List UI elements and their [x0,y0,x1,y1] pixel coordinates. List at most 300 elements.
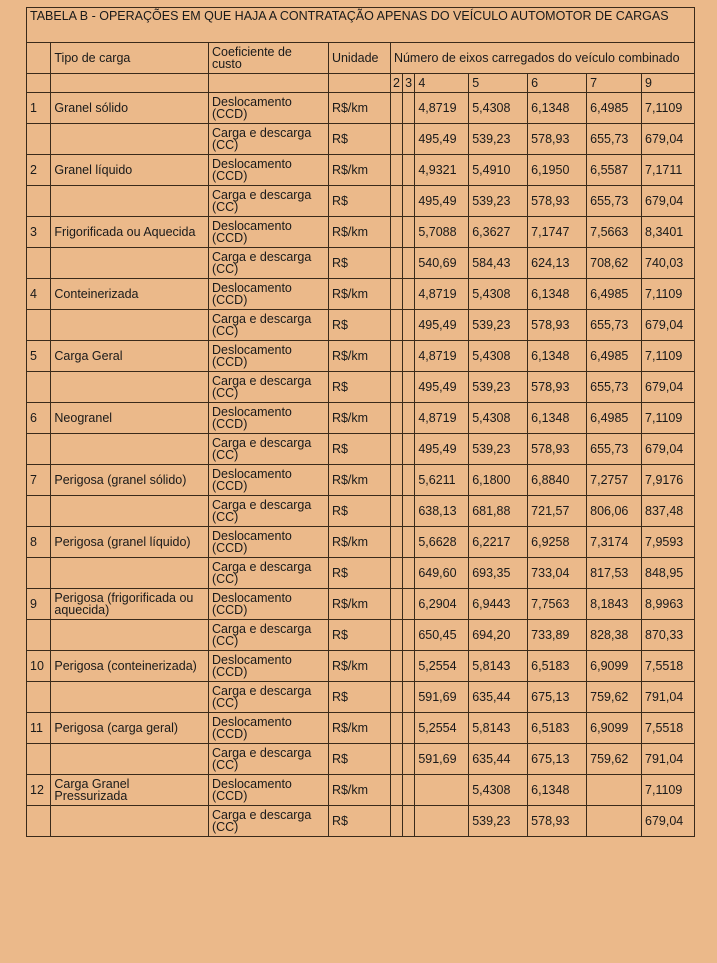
row-unidade: R$/km [328,713,390,744]
value-cell [390,465,402,496]
value-cell: 848,95 [642,558,695,589]
value-cell: 539,23 [469,434,528,465]
value-cell [390,403,402,434]
row-index [27,124,51,155]
row-unidade: R$/km [328,279,390,310]
row-coef: Carga e descarga (CC) [208,806,328,837]
value-cell: 6,9258 [528,527,587,558]
value-cell: 650,45 [415,620,469,651]
value-cell: 6,5183 [528,651,587,682]
value-cell: 5,4308 [469,403,528,434]
value-cell: 539,23 [469,310,528,341]
row-coef: Carga e descarga (CC) [208,372,328,403]
value-cell: 584,43 [469,248,528,279]
value-cell [403,775,415,806]
row-tipo [51,248,209,279]
eixo-col-4: 4 [415,74,469,93]
row-coef: Deslocamento (CCD) [208,527,328,558]
value-cell: 578,93 [528,124,587,155]
value-cell: 7,1109 [642,279,695,310]
row-tipo: Granel sólido [51,93,209,124]
row-index: 1 [27,93,51,124]
value-cell [403,527,415,558]
value-cell: 638,13 [415,496,469,527]
value-cell [390,93,402,124]
table-row [27,682,695,713]
header-unidade: Unidade [328,43,390,74]
row-index [27,744,51,775]
value-cell: 7,1109 [642,403,695,434]
value-cell [403,651,415,682]
value-cell: 5,4910 [469,155,528,186]
value-cell: 740,03 [642,248,695,279]
table-row [27,744,695,775]
row-coef: Deslocamento (CCD) [208,589,328,620]
value-cell [587,775,642,806]
row-coef: Carga e descarga (CC) [208,124,328,155]
value-cell: 495,49 [415,186,469,217]
row-index: 10 [27,651,51,682]
value-cell: 655,73 [587,124,642,155]
row-tipo: Frigorificada ou Aquecida [51,217,209,248]
value-cell: 6,4985 [587,279,642,310]
row-index: 2 [27,155,51,186]
row-coef: Carga e descarga (CC) [208,620,328,651]
row-tipo: Perigosa (granel sólido) [51,465,209,496]
row-unidade: R$/km [328,651,390,682]
subheader-empty [208,74,328,93]
value-cell: 6,1348 [528,279,587,310]
value-cell: 759,62 [587,682,642,713]
row-tipo [51,434,209,465]
value-cell [415,775,469,806]
row-unidade: R$/km [328,589,390,620]
row-tipo: Perigosa (granel líquido) [51,527,209,558]
value-cell [403,713,415,744]
row-tipo [51,806,209,837]
table-row [27,124,695,155]
row-tipo: Carga Geral [51,341,209,372]
document [26,7,695,837]
value-cell [403,744,415,775]
row-coef: Carga e descarga (CC) [208,744,328,775]
table-row [27,589,695,620]
value-cell [403,186,415,217]
table-row [27,310,695,341]
table-row [27,496,695,527]
value-cell: 733,89 [528,620,587,651]
row-tipo [51,620,209,651]
row-index: 7 [27,465,51,496]
value-cell: 635,44 [469,682,528,713]
value-cell: 7,1109 [642,93,695,124]
freight-table [26,7,695,837]
row-unidade: R$ [328,496,390,527]
row-index [27,248,51,279]
value-cell: 7,3174 [587,527,642,558]
row-tipo: Granel líquido [51,155,209,186]
row-unidade: R$ [328,744,390,775]
row-unidade: R$/km [328,775,390,806]
value-cell: 624,13 [528,248,587,279]
table-row [27,713,695,744]
row-unidade: R$ [328,682,390,713]
table-row [27,403,695,434]
value-cell: 495,49 [415,372,469,403]
value-cell: 578,93 [528,310,587,341]
header-tipo: Tipo de carga [51,43,209,74]
value-cell: 539,23 [469,372,528,403]
row-tipo [51,186,209,217]
row-coef: Carga e descarga (CC) [208,310,328,341]
value-cell: 5,6628 [415,527,469,558]
table-row [27,93,695,124]
table-row [27,775,695,806]
value-cell [403,372,415,403]
value-cell: 5,4308 [469,775,528,806]
value-cell: 6,1348 [528,341,587,372]
row-unidade: R$/km [328,403,390,434]
value-cell: 6,4985 [587,93,642,124]
row-unidade: R$ [328,434,390,465]
value-cell: 655,73 [587,372,642,403]
value-cell: 6,2217 [469,527,528,558]
value-cell: 681,88 [469,496,528,527]
row-coef: Carga e descarga (CC) [208,558,328,589]
row-coef: Carga e descarga (CC) [208,186,328,217]
value-cell: 6,1348 [528,403,587,434]
row-index: 4 [27,279,51,310]
value-cell: 6,9099 [587,651,642,682]
table-row [27,620,695,651]
row-index [27,496,51,527]
row-index [27,558,51,589]
value-cell: 655,73 [587,186,642,217]
row-unidade: R$ [328,558,390,589]
value-cell [587,806,642,837]
value-cell: 7,1109 [642,775,695,806]
value-cell: 693,35 [469,558,528,589]
value-cell: 733,04 [528,558,587,589]
value-cell: 7,9593 [642,527,695,558]
subheader-empty [51,74,209,93]
value-cell: 591,69 [415,744,469,775]
value-cell: 655,73 [587,434,642,465]
row-tipo [51,496,209,527]
value-cell: 5,2554 [415,713,469,744]
value-cell: 8,1843 [587,589,642,620]
value-cell: 679,04 [642,372,695,403]
value-cell: 6,3627 [469,217,528,248]
row-tipo [51,310,209,341]
row-unidade: R$ [328,372,390,403]
row-coef: Deslocamento (CCD) [208,217,328,248]
eixo-col-9: 9 [642,74,695,93]
value-cell: 635,44 [469,744,528,775]
value-cell: 4,8719 [415,93,469,124]
eixo-col-2: 2 [390,74,402,93]
value-cell: 7,5663 [587,217,642,248]
value-cell: 679,04 [642,124,695,155]
row-index [27,372,51,403]
value-cell: 870,33 [642,620,695,651]
value-cell [390,713,402,744]
table-row [27,434,695,465]
value-cell: 540,69 [415,248,469,279]
value-cell [403,341,415,372]
table-body [27,93,695,837]
value-cell: 7,9176 [642,465,695,496]
value-cell [403,434,415,465]
value-cell: 649,60 [415,558,469,589]
subheader-empty [328,74,390,93]
value-cell: 539,23 [469,186,528,217]
value-cell: 708,62 [587,248,642,279]
row-coef: Carga e descarga (CC) [208,496,328,527]
table-row [27,248,695,279]
table-row [27,465,695,496]
value-cell [403,124,415,155]
row-tipo [51,124,209,155]
row-tipo: Conteinerizada [51,279,209,310]
value-cell: 5,4308 [469,341,528,372]
value-cell [403,682,415,713]
value-cell: 7,5518 [642,651,695,682]
row-unidade: R$ [328,806,390,837]
value-cell: 5,8143 [469,651,528,682]
value-cell [390,124,402,155]
value-cell [415,806,469,837]
table-row [27,279,695,310]
table-row [27,806,695,837]
value-cell: 6,1348 [528,775,587,806]
row-coef: Deslocamento (CCD) [208,775,328,806]
value-cell: 837,48 [642,496,695,527]
table-row [27,217,695,248]
value-cell: 6,5183 [528,713,587,744]
eixo-col-7: 7 [587,74,642,93]
row-index: 3 [27,217,51,248]
value-cell: 6,8840 [528,465,587,496]
value-cell [390,310,402,341]
value-cell: 675,13 [528,744,587,775]
value-cell: 539,23 [469,806,528,837]
value-cell: 7,1747 [528,217,587,248]
row-tipo [51,682,209,713]
value-cell: 5,6211 [415,465,469,496]
row-index [27,310,51,341]
value-cell: 495,49 [415,310,469,341]
row-coef: Deslocamento (CCD) [208,651,328,682]
value-cell: 6,1348 [528,93,587,124]
table-row [27,527,695,558]
row-index: 12 [27,775,51,806]
row-unidade: R$ [328,124,390,155]
row-tipo: Carga Granel Pressurizada [51,775,209,806]
value-cell [403,279,415,310]
subheader-empty [27,74,51,93]
value-cell [390,527,402,558]
value-cell [390,744,402,775]
table-row [27,186,695,217]
value-cell: 6,9099 [587,713,642,744]
value-cell [403,465,415,496]
value-cell: 5,4308 [469,279,528,310]
row-index: 9 [27,589,51,620]
value-cell [390,775,402,806]
eixo-col-5: 5 [469,74,528,93]
value-cell [390,589,402,620]
value-cell [403,496,415,527]
value-cell: 8,3401 [642,217,695,248]
row-unidade: R$/km [328,527,390,558]
row-tipo: Perigosa (conteinerizada) [51,651,209,682]
value-cell: 6,4985 [587,341,642,372]
value-cell: 495,49 [415,434,469,465]
row-index: 5 [27,341,51,372]
value-cell: 6,4985 [587,403,642,434]
table-title: TABELA B - OPERAÇÕES EM QUE HAJA A CONTRATAÇÃO APENAS DO VEÍCULO AUTOMOTOR DE CARGAS [27,8,695,43]
row-unidade: R$/km [328,93,390,124]
table-row [27,155,695,186]
value-cell: 679,04 [642,310,695,341]
value-cell [390,682,402,713]
value-cell [390,341,402,372]
value-cell: 679,04 [642,186,695,217]
value-cell [390,155,402,186]
header-coef: Coeficiente de custo [208,43,328,74]
row-index: 11 [27,713,51,744]
value-cell: 8,9963 [642,589,695,620]
value-cell: 5,7088 [415,217,469,248]
value-cell: 6,1800 [469,465,528,496]
value-cell: 806,06 [587,496,642,527]
value-cell: 539,23 [469,124,528,155]
header-eixos: Número de eixos carregados do veículo combinado [390,43,694,74]
row-coef: Deslocamento (CCD) [208,155,328,186]
value-cell: 759,62 [587,744,642,775]
value-cell [403,310,415,341]
value-cell [390,434,402,465]
row-coef: Carga e descarga (CC) [208,434,328,465]
value-cell: 7,1711 [642,155,695,186]
value-cell: 721,57 [528,496,587,527]
row-tipo [51,744,209,775]
table-row [27,341,695,372]
value-cell [403,155,415,186]
value-cell: 7,1109 [642,341,695,372]
row-coef: Deslocamento (CCD) [208,713,328,744]
value-cell: 828,38 [587,620,642,651]
row-coef: Carga e descarga (CC) [208,248,328,279]
row-index [27,186,51,217]
value-cell: 578,93 [528,434,587,465]
value-cell: 694,20 [469,620,528,651]
value-cell: 578,93 [528,372,587,403]
eixo-col-6: 6 [528,74,587,93]
value-cell: 4,8719 [415,341,469,372]
value-cell: 817,53 [587,558,642,589]
row-coef: Deslocamento (CCD) [208,465,328,496]
table-row [27,372,695,403]
row-coef: Deslocamento (CCD) [208,279,328,310]
table-row [27,558,695,589]
value-cell: 679,04 [642,434,695,465]
header-index [27,43,51,74]
value-cell [390,217,402,248]
value-cell: 4,8719 [415,403,469,434]
value-cell: 5,2554 [415,651,469,682]
row-coef: Deslocamento (CCD) [208,403,328,434]
value-cell [403,620,415,651]
value-cell [390,372,402,403]
value-cell [390,806,402,837]
row-index [27,620,51,651]
value-cell: 6,2904 [415,589,469,620]
value-cell [390,651,402,682]
value-cell: 6,5587 [587,155,642,186]
row-unidade: R$ [328,248,390,279]
value-cell: 6,1950 [528,155,587,186]
value-cell [403,589,415,620]
row-unidade: R$/km [328,155,390,186]
value-cell [403,217,415,248]
value-cell: 791,04 [642,682,695,713]
row-unidade: R$/km [328,465,390,496]
value-cell: 6,9443 [469,589,528,620]
row-unidade: R$/km [328,341,390,372]
value-cell [403,248,415,279]
row-unidade: R$ [328,620,390,651]
row-coef: Deslocamento (CCD) [208,93,328,124]
row-index: 6 [27,403,51,434]
row-tipo: Perigosa (frigorificada ou aquecida) [51,589,209,620]
value-cell [403,806,415,837]
value-cell [390,186,402,217]
value-cell: 791,04 [642,744,695,775]
row-tipo: Perigosa (carga geral) [51,713,209,744]
value-cell [390,496,402,527]
value-cell: 679,04 [642,806,695,837]
value-cell: 7,5518 [642,713,695,744]
row-tipo: Neogranel [51,403,209,434]
row-tipo [51,558,209,589]
value-cell [403,558,415,589]
value-cell: 5,4308 [469,93,528,124]
row-tipo [51,372,209,403]
value-cell [403,93,415,124]
row-index: 8 [27,527,51,558]
value-cell: 7,2757 [587,465,642,496]
value-cell [403,403,415,434]
row-index [27,806,51,837]
value-cell: 578,93 [528,806,587,837]
eixo-col-3: 3 [403,74,415,93]
value-cell: 675,13 [528,682,587,713]
value-cell: 5,8143 [469,713,528,744]
value-cell [390,558,402,589]
row-index [27,434,51,465]
value-cell: 7,7563 [528,589,587,620]
row-unidade: R$/km [328,217,390,248]
value-cell [390,248,402,279]
value-cell [390,620,402,651]
value-cell: 578,93 [528,186,587,217]
value-cell: 4,8719 [415,279,469,310]
value-cell: 4,9321 [415,155,469,186]
value-cell: 655,73 [587,310,642,341]
row-coef: Deslocamento (CCD) [208,341,328,372]
